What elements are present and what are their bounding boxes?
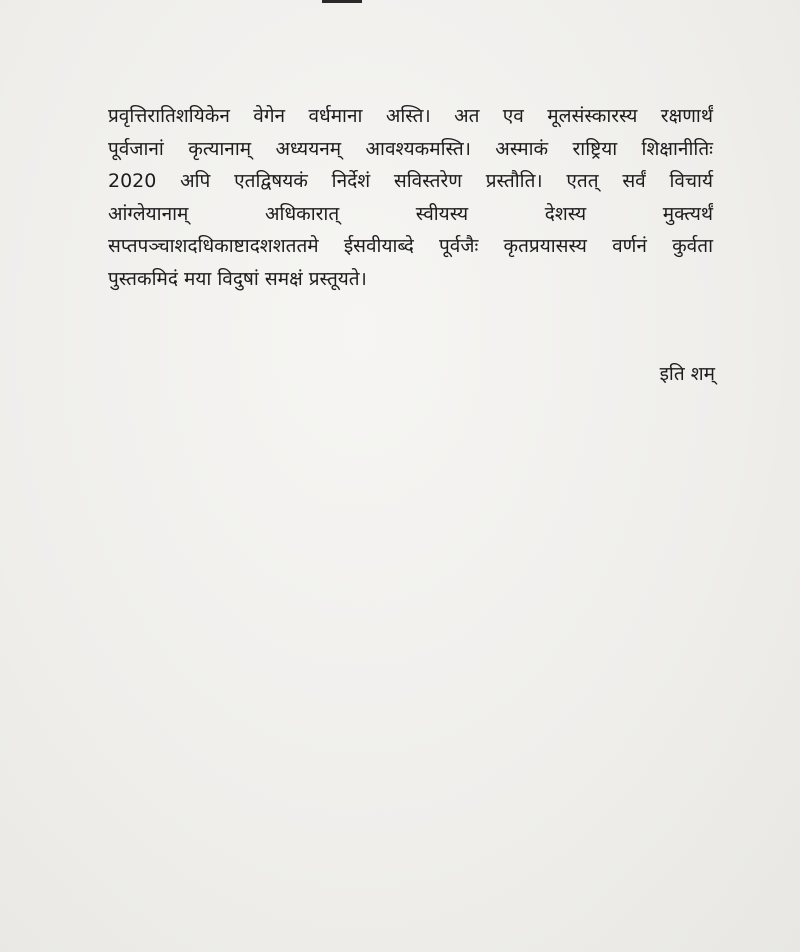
paragraph-line: पूर्वजानां कृत्यानाम् अध्ययनम् आवश्यकमस्ति। अस्माकं राष्ट्रिया शिक्षानीतिः	[108, 137, 713, 160]
paragraph-line: 2020 अपि एतद्विषयकं निर्देशं सविस्तरेण प्रस्तौति। एतत् सर्वं विचार्य	[108, 170, 713, 192]
body-paragraph	[108, 100, 713, 295]
paragraph-line: सप्तपञ्चाशदधिकाष्टादशशततमे ईसवीयाब्दे पूर्वजैः कृतप्रयासस्य वर्णनं कुर्वता	[108, 235, 713, 257]
paragraph-line: प्रवृत्तिरातिशयिकेन वेगेन वर्धमाना अस्ति। अत एव मूलसंस्कारस्य रक्षणार्थं	[108, 105, 713, 127]
top-edge-mark	[322, 0, 362, 3]
paragraph-line: पुस्तकमिदं मया विदुषां समक्षं प्रस्तूयते।	[108, 267, 367, 290]
paragraph-line: आंग्लेयानाम् अधिकारात् स्वीयस्य देशस्य मुक्त्यर्थं	[108, 202, 713, 225]
closing-signoff: इति शम्	[659, 363, 715, 385]
